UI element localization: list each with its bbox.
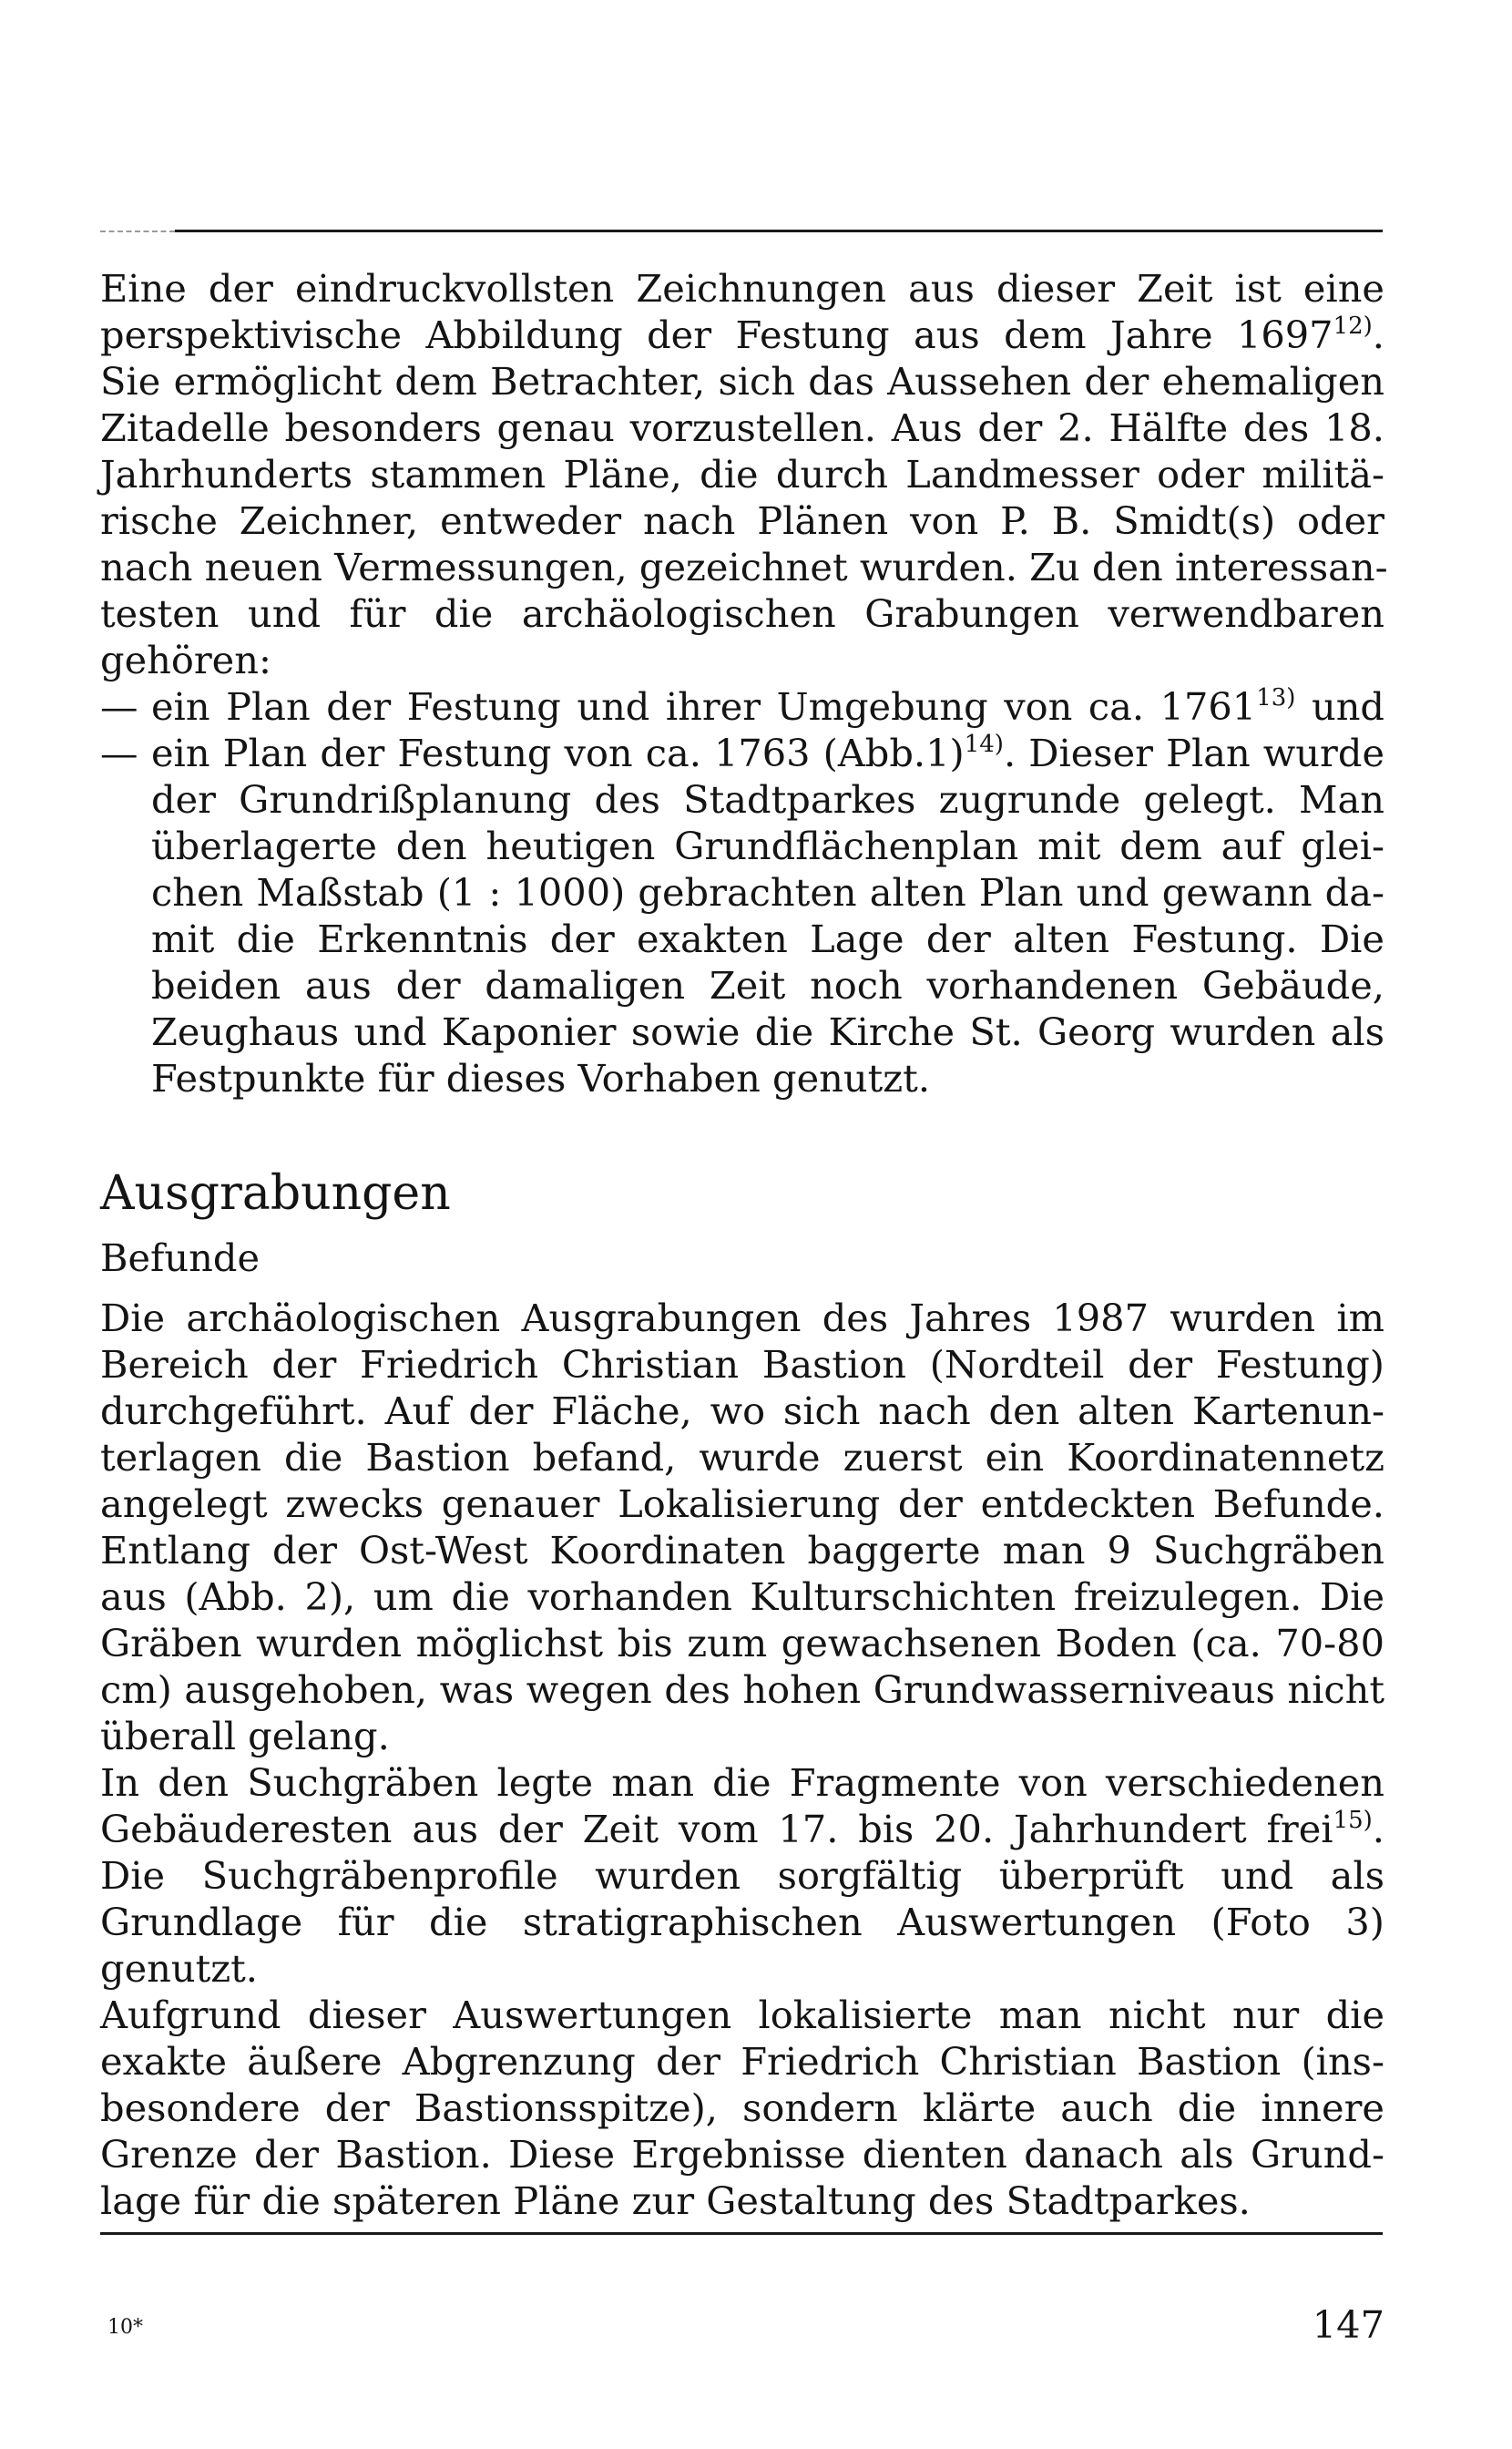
text-line: Eine der eindruckvollsten Zeichnungen aus dieser Zeit ist eine: [100, 266, 1384, 311]
text-line: chen Maßstab (1 : 1000) gebrachten alten Plan und gewann da-: [151, 870, 1384, 915]
top-rule: [175, 230, 1383, 232]
text-line: lage für die späteren Pläne zur Gestaltung des Stadtparkes.: [100, 2178, 1251, 2223]
footnote-ref: 12): [1333, 313, 1373, 340]
text-line: Jahrhunderts stammen Pläne, die durch Landmesser oder militä-: [100, 452, 1384, 497]
text-line: Zeughaus und Kaponier sowie die Kirche St. Georg wurden als: [151, 1009, 1384, 1054]
text-line: Grenze der Bastion. Diese Ergebnisse dienten danach als Grund-: [100, 2132, 1384, 2177]
text-line: rische Zeichner, entweder nach Plänen von P. B. Smidt(s) oder: [100, 498, 1384, 543]
text-line: Grundlage für die stratigraphischen Auswertungen (Foto 3): [100, 1900, 1384, 1944]
text-line: Entlang der Ost-West Koordinaten baggerte man 9 Suchgräben: [100, 1528, 1384, 1573]
text-line: In den Suchgräben legte man die Fragmente von verschiedenen: [100, 1760, 1384, 1805]
plan-list: [100, 683, 1384, 1102]
subsection-heading: Befunde: [100, 1235, 260, 1280]
text-line: Die Suchgräbenprofile wurden sorgfältig überprüft und als: [100, 1853, 1384, 1898]
text-line: genutzt.: [100, 1946, 258, 1991]
text-line: durchgeführt. Auf der Fläche, wo sich nach den alten Kartenun-: [100, 1388, 1384, 1433]
text-line: überlagerte den heutigen Grundflächenplan mit dem auf glei-: [151, 824, 1384, 868]
text-line: Aufgrund dieser Auswertungen lokalisierte man nicht nur die: [100, 1993, 1384, 2037]
text-line: Sie ermöglicht dem Betrachter, sich das Aussehen der ehemaligen: [100, 359, 1384, 404]
paragraph-intro: [100, 265, 1388, 683]
page-number: 147: [1312, 2302, 1384, 2347]
text-line: perspektivische Abbildung der Festung aus dem Jahre 1697$^{12)}$.: [100, 313, 1384, 357]
text-line: beiden aus der damaligen Zeit noch vorhandenen Gebäude,: [151, 963, 1384, 1008]
text-line: Die archäologischen Ausgrabungen des Jahres 1987 wurden im: [100, 1296, 1384, 1340]
footnote-ref: 14): [964, 731, 1004, 758]
text-line: Bereich der Friedrich Christian Bastion (Nordteil der Festung): [100, 1342, 1384, 1387]
text-line: überall gelang.: [100, 1714, 390, 1758]
text-line: Gebäuderesten aus der Zeit vom 17. bis 20. Jahrhundert frei$^{15)}$.: [100, 1807, 1384, 1851]
text-line: gehören:: [100, 638, 271, 682]
bottom-rule: [100, 2232, 1383, 2235]
paragraph-results: [100, 1992, 1384, 2224]
text-line: cm) ausgehoben, was wegen des hohen Grundwasserniveaus nicht: [100, 1667, 1384, 1712]
list-item: — ein Plan der Festung und ihrer Umgebung von ca. 1761$^{13)}$ und: [100, 684, 1384, 729]
text-line: nach neuen Vermessungen, gezeichnet wurden. Zu den interessan-: [100, 545, 1388, 589]
footnote-ref: 15): [1333, 1807, 1373, 1834]
text-line: exakte äußere Abgrenzung der Friedrich Christian Bastion (ins-: [100, 2039, 1384, 2084]
text-line: angelegt zwecks genauer Lokalisierung der entdeckten Befunde.: [100, 1481, 1384, 1526]
text-line: Gräben wurden möglichst bis zum gewachsenen Boden (ca. 70-80: [100, 1621, 1384, 1665]
text-line: der Grundrißplanung des Stadtparkes zugrunde gelegt. Man: [151, 777, 1384, 822]
text-line: Festpunkte für dieses Vorhaben genutzt.: [151, 1056, 931, 1101]
text-line: testen und für die archäologischen Grabungen verwendbaren: [100, 591, 1384, 636]
text-line: mit die Erkenntnis der exakten Lage der alten Festung. Die: [151, 917, 1384, 961]
footnote-ref: 13): [1256, 684, 1296, 712]
paragraph-excavation: [100, 1295, 1384, 1759]
top-rule-dashed-segment: [100, 231, 175, 232]
section-heading: Ausgrabungen: [100, 1166, 451, 1221]
text-line: terlagen die Bastion befand, wurde zuerst ein Koordinatennetz: [100, 1435, 1384, 1480]
text-line: aus (Abb. 2), um die vorhanden Kulturschichten freizulegen. Die: [100, 1574, 1384, 1619]
text-line: Zitadelle besonders genau vorzustellen. Aus der 2. Hälfte des 18.: [100, 405, 1384, 450]
list-item: — ein Plan der Festung von ca. 1763 $(Abb.1)^{14)}$. Dieser Plan wurde: [100, 731, 1385, 775]
list-dash: —: [100, 684, 138, 729]
paragraph-trenches: [100, 1759, 1384, 1992]
list-dash: —: [100, 731, 138, 775]
signature-mark: 10*: [107, 2316, 143, 2339]
text-line: besondere der Bastionsspitze), sondern klärte auch die innere: [100, 2085, 1384, 2130]
